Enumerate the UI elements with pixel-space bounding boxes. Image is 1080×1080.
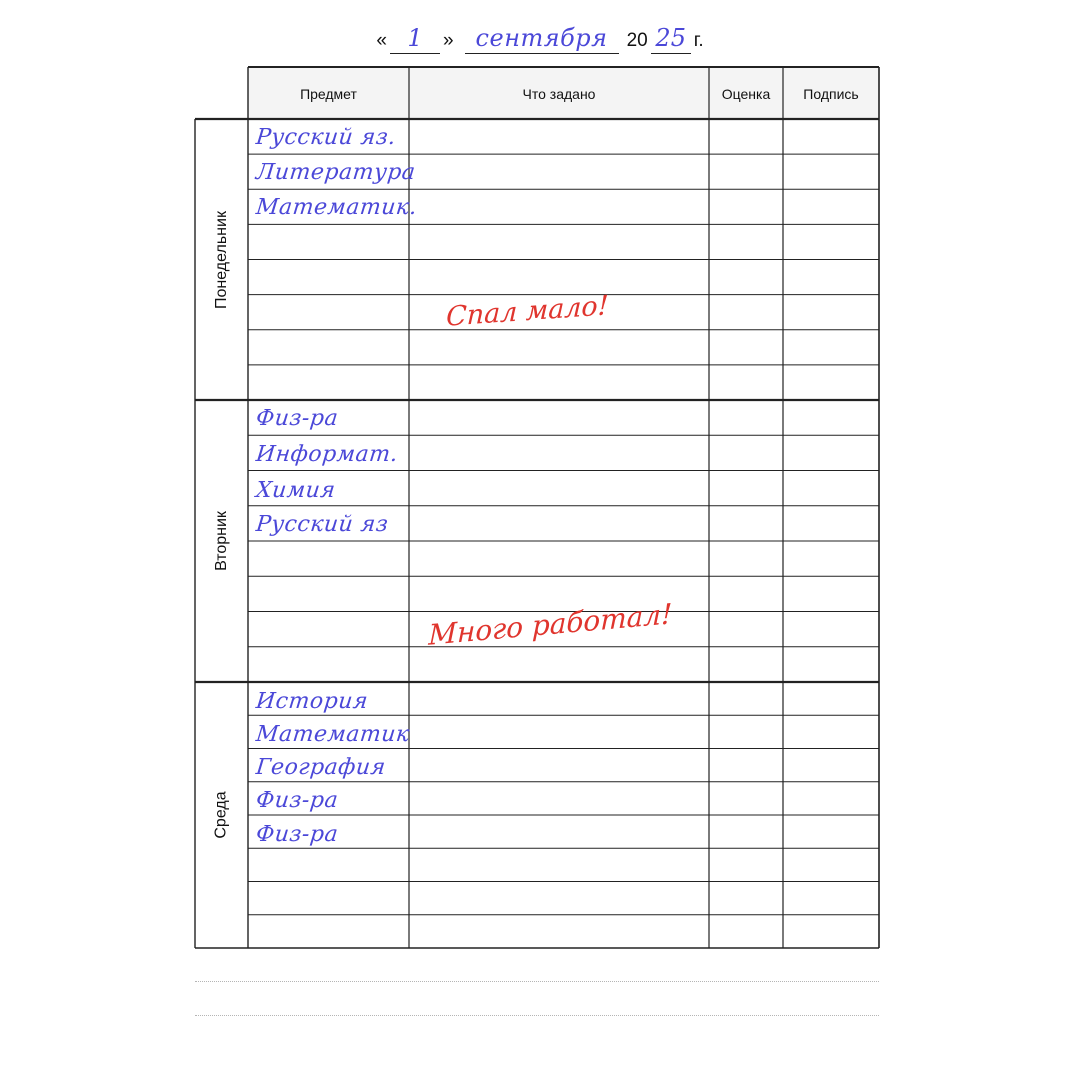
subject-entry: Русский яз (254, 512, 390, 537)
notes-line (195, 1015, 879, 1016)
date-close-quote: » (442, 30, 454, 51)
day-label-monday (196, 119, 248, 400)
header-subject: Предмет (300, 85, 357, 102)
teacher-note-monday: Спал мало! (445, 290, 610, 333)
subject-entry: Математик (254, 722, 411, 747)
subject-entry: Русский яз. (254, 125, 398, 150)
subject-entry: Химия (254, 478, 337, 503)
subject-entry: Литература (254, 160, 417, 185)
date-month-field: сентября (465, 23, 619, 54)
subject-entry: Физ-ра (254, 406, 340, 431)
date-open-quote: « (376, 30, 387, 51)
header-grade: Оценка (721, 85, 771, 102)
day-label-tuesday (196, 400, 248, 682)
subject-entry: Физ-ра (254, 788, 340, 813)
subject-entry: Информат. (254, 442, 400, 467)
day-name: Понедельник (213, 210, 230, 309)
date-year-field: 25 (651, 23, 691, 54)
subject-entry: Физ-ра (254, 822, 340, 847)
subject-entry: География (254, 755, 387, 780)
date-year-prefix: 20 (626, 30, 648, 51)
day-label-wednesday (196, 682, 248, 948)
teacher-note-tuesday: Много работал! (428, 597, 673, 652)
date-day-field: 1 (390, 23, 440, 54)
header-assignment: Что задано (522, 85, 596, 102)
subject-entry: Математик. (254, 195, 419, 220)
header-signature: Подпись (803, 85, 859, 102)
date-suffix: г. (693, 30, 704, 51)
day-name: Среда (212, 791, 230, 839)
notes-line (195, 981, 879, 982)
subject-entry: История (254, 689, 370, 714)
day-name: Вторник (213, 511, 231, 571)
